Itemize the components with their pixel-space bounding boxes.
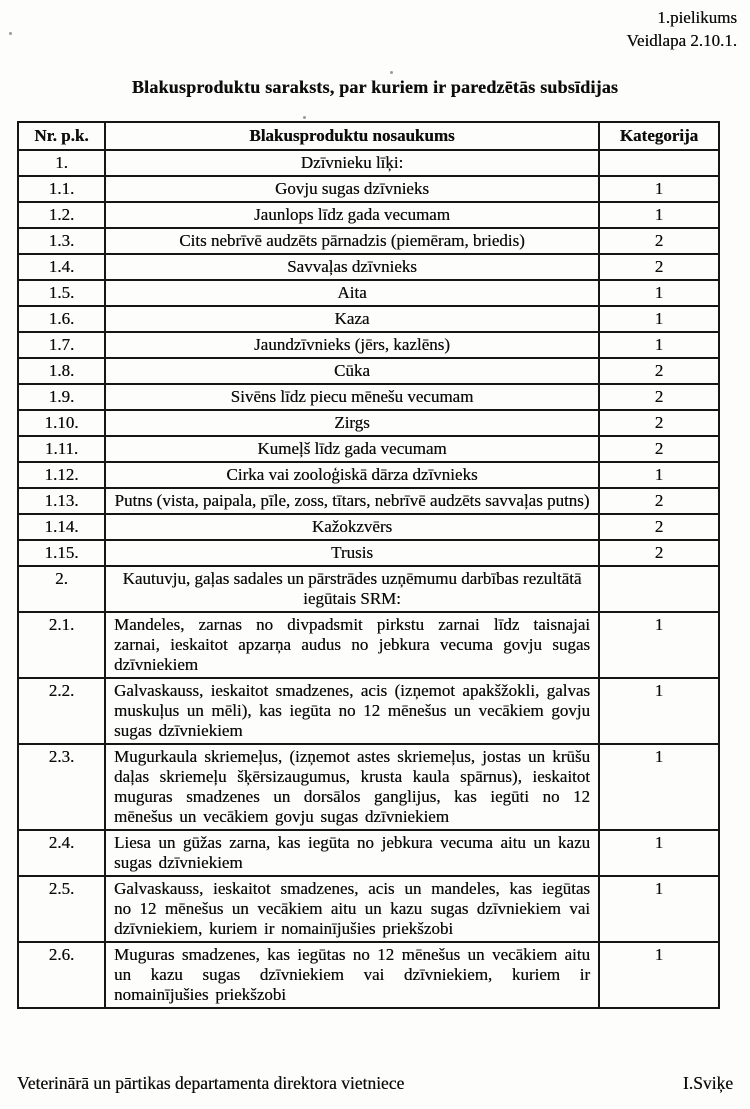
row-number: 1.5. [18, 280, 105, 306]
row-category: 1 [599, 942, 719, 1008]
row-name: Galvaskauss, ieskaitot smadzenes, acis (izņemot apakšžokli, galvas muskuļus un mēli), kas iegūta no 12 mēnešus un vecākiem govju sugas dzīvniekiem [105, 678, 599, 744]
table-row [18, 744, 719, 830]
row-name: Zirgs [105, 410, 599, 436]
scan-speck [303, 116, 306, 119]
row-category: 2 [599, 436, 719, 462]
row-category: 2 [599, 410, 719, 436]
table-row [18, 514, 719, 540]
table-row [18, 876, 719, 942]
row-number: 1. [18, 150, 105, 176]
table-row [18, 254, 719, 280]
table-row [18, 332, 719, 358]
row-number: 1.1. [18, 176, 105, 202]
scan-speck [390, 71, 393, 74]
signature-position: Veterinārā un pārtikas departamenta direktora vietniece [17, 1073, 405, 1093]
table-row [18, 384, 719, 410]
row-category: 1 [599, 678, 719, 744]
row-number: 1.2. [18, 202, 105, 228]
col-header-number: Nr. p.k. [18, 122, 105, 150]
row-name: Dzīvnieku līķi: [105, 150, 599, 176]
row-name: Sivēns līdz piecu mēnešu vecumam [105, 384, 599, 410]
row-category: 2 [599, 358, 719, 384]
table-row [18, 202, 719, 228]
table-row [18, 612, 719, 678]
row-category [599, 150, 719, 176]
row-name: Savvaļas dzīvnieks [105, 254, 599, 280]
row-category: 2 [599, 384, 719, 410]
row-number: 2.6. [18, 942, 105, 1008]
row-category: 1 [599, 176, 719, 202]
table-row [18, 150, 719, 176]
table-body [18, 150, 719, 1008]
table-row [18, 306, 719, 332]
row-name: Putns (vista, paipala, pīle, zoss, tītars, nebrīvē audzēts savvaļas putns) [105, 488, 599, 514]
table-row [18, 358, 719, 384]
table-row [18, 540, 719, 566]
row-category: 1 [599, 876, 719, 942]
row-category: 1 [599, 744, 719, 830]
row-category: 1 [599, 462, 719, 488]
table-row [18, 436, 719, 462]
row-number: 2.1. [18, 612, 105, 678]
signature-block [17, 1073, 733, 1094]
row-number: 1.13. [18, 488, 105, 514]
row-name: Kažokzvērs [105, 514, 599, 540]
table-row [18, 678, 719, 744]
row-number: 1.12. [18, 462, 105, 488]
row-number: 1.3. [18, 228, 105, 254]
row-number: 1.8. [18, 358, 105, 384]
page-title: Blakusproduktu saraksts, par kuriem ir paredzētās subsīdijas [131, 77, 619, 97]
col-header-category: Kategorija [599, 122, 719, 150]
row-category: 2 [599, 514, 719, 540]
byproducts-table [17, 121, 720, 1009]
row-name: Aita [105, 280, 599, 306]
row-number: 1.14. [18, 514, 105, 540]
table-row [18, 462, 719, 488]
col-header-name: Blakusproduktu nosaukums [105, 122, 599, 150]
row-number: 2.2. [18, 678, 105, 744]
row-category: 1 [599, 306, 719, 332]
row-number: 2.5. [18, 876, 105, 942]
scan-speck [9, 32, 12, 35]
form-number: Veidlapa 2.10.1. [626, 31, 737, 50]
row-number: 1.15. [18, 540, 105, 566]
row-number: 2.3. [18, 744, 105, 830]
row-number: 2. [18, 566, 105, 612]
row-number: 1.7. [18, 332, 105, 358]
row-name: Kaza [105, 306, 599, 332]
row-number: 1.11. [18, 436, 105, 462]
table-row [18, 410, 719, 436]
table-row [18, 942, 719, 1008]
row-name: Cirka vai zooloģiskā dārza dzīvnieks [105, 462, 599, 488]
row-name: Cūka [105, 358, 599, 384]
row-category: 2 [599, 488, 719, 514]
row-number: 1.4. [18, 254, 105, 280]
row-number: 1.6. [18, 306, 105, 332]
row-category: 2 [599, 228, 719, 254]
row-name: Cits nebrīvē audzēts pārnadzis (piemēram, briedis) [105, 228, 599, 254]
row-category [599, 566, 719, 612]
row-category: 1 [599, 280, 719, 306]
table-row [18, 566, 719, 612]
table-row [18, 488, 719, 514]
row-number: 1.9. [18, 384, 105, 410]
row-name: Liesa un gūžas zarna, kas iegūta no jebkura vecuma aitu un kazu sugas dzīvniekiem [105, 830, 599, 876]
row-category: 2 [599, 254, 719, 280]
row-name: Muguras smadzenes, kas iegūtas no 12 mēnešus un vecākiem aitu un kazu sugas dzīvniekiem vai dzīvniekiem, kuriem ir nomainījušies priekšzobi [105, 942, 599, 1008]
row-number: 2.4. [18, 830, 105, 876]
table-row [18, 280, 719, 306]
row-name: Mandeles, zarnas no divpadsmit pirkstu zarnai līdz taisnajai zarnai, ieskaitot apzarņa audus no jebkura vecuma govju sugas dzīvniekiem [105, 612, 599, 678]
table-row [18, 830, 719, 876]
annex-block [627, 6, 737, 52]
row-name: Govju sugas dzīvnieks [105, 176, 599, 202]
row-name: Galvaskauss, ieskaitot smadzenes, acis un mandeles, kas iegūtas no 12 mēnešus un vecākiem aitu un kazu sugas dzīvniekiem vai dzīvniekiem, kuriem ir nomainījušies priekšzobi [105, 876, 599, 942]
row-category: 1 [599, 332, 719, 358]
annex-number: 1.pielikums [657, 8, 737, 27]
table-row [18, 228, 719, 254]
table-header-row [18, 122, 719, 150]
row-category: 1 [599, 202, 719, 228]
table-row [18, 176, 719, 202]
row-name: Trusis [105, 540, 599, 566]
row-category: 1 [599, 830, 719, 876]
row-category: 2 [599, 540, 719, 566]
row-number: 1.10. [18, 410, 105, 436]
row-name: Kumeļš līdz gada vecumam [105, 436, 599, 462]
row-name: Kautuvju, gaļas sadales un pārstrādes uzņēmumu darbības rezultātā iegūtais SRM: [105, 566, 599, 612]
signature-name: I.Sviķe [682, 1073, 733, 1093]
row-name: Mugurkaula skriemeļus, (izņemot astes skriemeļus, jostas un krūšu daļas skriemeļu šķērsizaugumus, krusta kaula spārnus), ieskaitot muguras smadzenes un dorsālos ganglijus, kas iegūti no 12 mēnešus un vecākiem govju sugas dzīvniekiem [105, 744, 599, 830]
row-name: Jaunlops līdz gada vecumam [105, 202, 599, 228]
row-name: Jaundzīvnieks (jērs, kazlēns) [105, 332, 599, 358]
row-category: 1 [599, 612, 719, 678]
